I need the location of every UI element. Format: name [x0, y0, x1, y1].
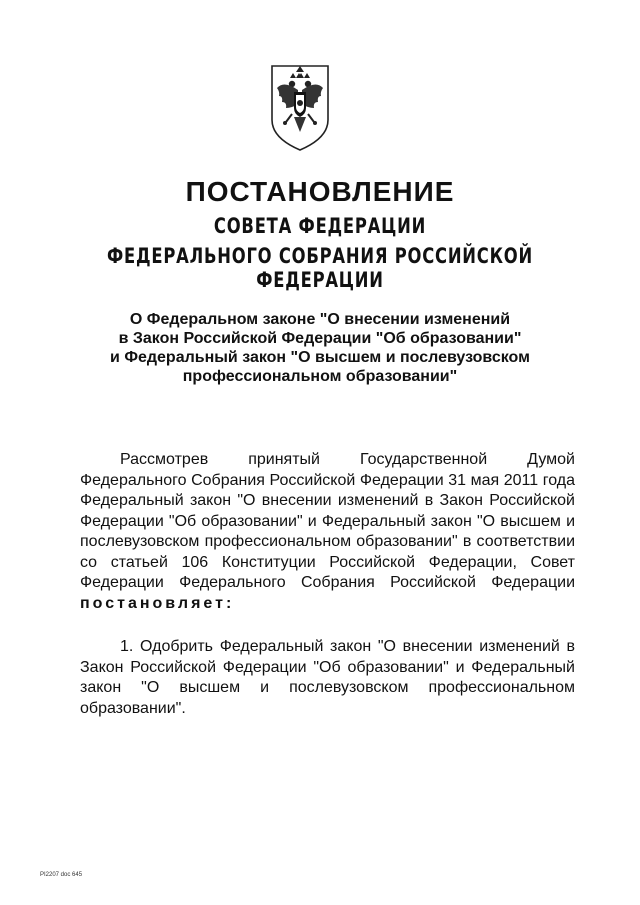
- clause-1-paragraph: 1. Одобрить Федеральный закон "О внесении изменений в Закон Российской Федерации "Об образовании" и Федеральный закон "О высшем и послевузовском профессиональном образовании".: [80, 638, 575, 717]
- preamble-text: Рассмотрев принятый Государственной Думой Федерального Собрания Российской Федерации 31 мая 2011 года Федеральный закон "О внесении изменений в Закон Российской Федерации "Об образовании" и Федеральный закон "О высшем и послевузовском профессиональном образовании" в соответствии со статьей 106 Конституции Российской Федерации, Совет Федерации Федерального Собрания Российской Федерации: [80, 451, 575, 591]
- heading-line: профессиональном образовании": [182, 368, 458, 385]
- document-footer-code: PI2207 doc 645: [40, 872, 83, 878]
- coat-of-arms-emblem-icon: [268, 62, 332, 154]
- heading-line: О Федеральном законе "О внесении изменений: [129, 311, 511, 328]
- heading-line: и Федеральный закон "О высшем и послевузовском: [110, 349, 530, 366]
- heading-line: в Закон Российской Федерации "Об образовании": [118, 330, 522, 347]
- issuing-body-line1: СОВЕТА ФЕДЕРАЦИИ: [213, 214, 427, 238]
- resolves-word: постановляет:: [80, 594, 235, 612]
- document-title: ПОСТАНОВЛЕНИЕ: [185, 176, 455, 207]
- issuing-body-line2: ФЕДЕРАЛЬНОГО СОБРАНИЯ РОССИЙСКОЙ ФЕДЕРАЦИИ: [107, 244, 533, 292]
- resolution-heading: [0, 310, 640, 386]
- preamble-paragraph: [80, 450, 575, 614]
